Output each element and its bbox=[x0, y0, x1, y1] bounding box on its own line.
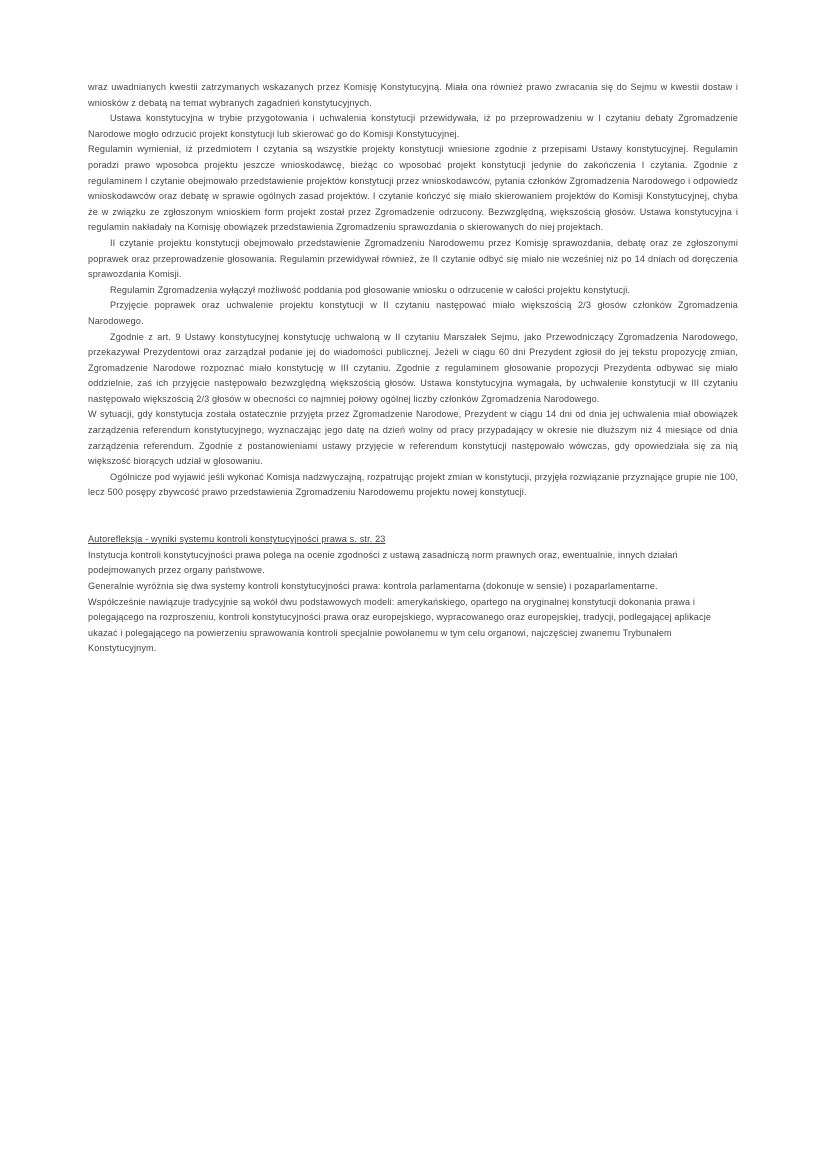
paragraph: Regulamin Zgromadzenia wyłączył możliwość poddania pod głosowanie wniosku o odrzucenie w całości projektu konstytucji. bbox=[110, 284, 631, 295]
section-line: Generalnie wyróżnia się dwa systemy kontroli konstytucyjności prawa: kontrola parlamentarna (dokonuje w sensie) i pozaparlamentarne. bbox=[88, 581, 658, 591]
paragraph: W sytuacji, gdy konstytucja została ostatecznie przyjęta przez Zgromadzenie Narodowe, Prezydent w ciągu 14 dni od dnia jej uchwalenia miał obowiązek zarządzenia referendum konstytucyjnego, wyznaczając jego datę na dzień wolny od pracy przypadający w okresie nie dłuższym niż 4 miesiące od dnia zarządzenia referendum. Zgodnie z postanowieniami ustawy przyjęcie w referendum konstytucji następowało wówczas, gdy opowiedziała się za nią większość biorących udział w głosowaniu. bbox=[88, 409, 738, 467]
paragraph-spacer bbox=[88, 517, 738, 533]
paragraph: Ogólnicze pod wyjawić jeśli wykonać Komisja nadzwyczajną, rozpatrując projekt zmian w konstytucji, przyjęła rozwiązanie przyznające grupie nie 100, lecz 500 posępy zbywcość prawo przedstawienia Zgromadzeniu Narodowemu projektu nowej konstytucji. bbox=[88, 471, 738, 498]
section-body bbox=[88, 548, 738, 657]
paragraph: Przyjęcie poprawek oraz uchwalenie projektu konstytucji w II czytaniu następować miało większością 2/3 głosów członków Zgromadzenia Narodowego. bbox=[88, 300, 738, 326]
section-heading: Autorefleksja - wyniki systemu kontroli konstytucyjności prawa s. str. 23 bbox=[88, 534, 386, 545]
paragraph: Regulamin wymieniał, iż przedmiotem I czytania są wszystkie projekty konstytucji wniesione zgodnie z przepisami Ustawy konstytucyjnej. Regulamin poradzi prawo wposobca projektu jeszcze wnioskodawcę, bieżąc co wposobać projekt konstytucji jedynie do zakończenia I czytania. Zgodnie z regulaminem I czytanie obejmowało przedstawienie projektów konstytucji przez wnioskodawców, pytania członków Zgromadzenia Narodowego i odpowiedz wnioskodawców oraz debatę w sprawie ogólnych zasad projektów. I czytanie kończyć się miało skierowaniem projektów do Komisji Konstytucyjnej, chyba że w związku ze zgłoszonym wnioskiem form projekt został przez Zgromadzenie odrzucony. Bezwzględną, większością głosów. Ustawa konstytucyjna i regulamin nakładały na Komisję obowiązek przedstawienia Zgromadzeniu sprawozdania o skierowanych do niej projektach. bbox=[88, 144, 738, 233]
paragraph-spacer bbox=[88, 501, 738, 517]
paragraph: Ustawa konstytucyjna w trybie przygotowania i uchwalenia konstytucji przewidywała, iż po przeprowadzeniu w I czytaniu debaty Zgromadzenie Narodowe mogło odrzucić projekt konstytucji lub skierować go do Komisji Konstytucyjnej. bbox=[88, 113, 738, 139]
paragraph: wraz uwadnianych kwestii zatrzymanych wskazanych przez Komisję Konstytucyjną. Miała ona również prawo zwracania się do Sejmu w kwestii dostaw i wniosków z debatą na temat wybranych zagadnień konstytucyjnych. bbox=[88, 82, 738, 108]
paragraph: II czytanie projektu konstytucji obejmowało przedstawienie Zgromadzeniu Narodowemu przez Komisję sprawozdania, debatę oraz ze zgłoszonymi poprawek oraz przeprowadzenie głosowania. Regulamin przewidywał również, że II czytanie odbyć się miało nie wcześniej niż po 14 dniach od doręczenia sprawozdania Komisji. bbox=[88, 237, 738, 280]
section-line: Współcześnie nawiązuje tradycyjnie są wokół dwu podstawowych modeli: amerykańskiego, opartego na oryginalnej konstytucji dokonania prawa i polegającego na rozproszeniu, kontroli konstytucyjności prawa oraz europejskiego, wypracowanego oraz europejskiej, tradycji, podlegającej aplikacje ukazać i polegającego na powierzeniu sprawowania kontroli specjalnie powołanemu w tym celu organowi, najczęściej zwanemu Trybunałem Konstytucyjnym. bbox=[88, 596, 712, 654]
document-body bbox=[88, 80, 738, 657]
paragraph: Zgodnie z art. 9 Ustawy konstytucyjnej konstytucję uchwaloną w II czytaniu Marszałek Sejmu, jako Przewodniczący Zgromadzenia Narodowego, przekazywał Prezydentowi oraz zarządzał podanie jej do wiadomości publicznej. Jeżeli w ciągu 60 dni Prezydent zgłosił do jej tekstu propozycję zmian, Zgromadzenie Narodowe rozpoznać miało konstytucję w III czytaniu. Zgodnie z regulaminem głosowanie propozycji Prezydenta odbywać się miało oddzielnie, zaś ich przyjęcie następowało bezwzględną większością głosów. Ustawa konstytucyjna wymagała, by uchwalenie konstytucji w III czytaniu następowało większością 2/3 głosów w obecności co najmniej połowy ogólnej liczby członków Zgromadzenia Narodowego. bbox=[88, 331, 738, 404]
section-line: Instytucja kontroli konstytucyjności prawa polega na ocenie zgodności z ustawą zasadniczą norm prawnych oraz, ewentualnie, innych działań podejmowanych przez organy państwowe. bbox=[88, 549, 678, 576]
